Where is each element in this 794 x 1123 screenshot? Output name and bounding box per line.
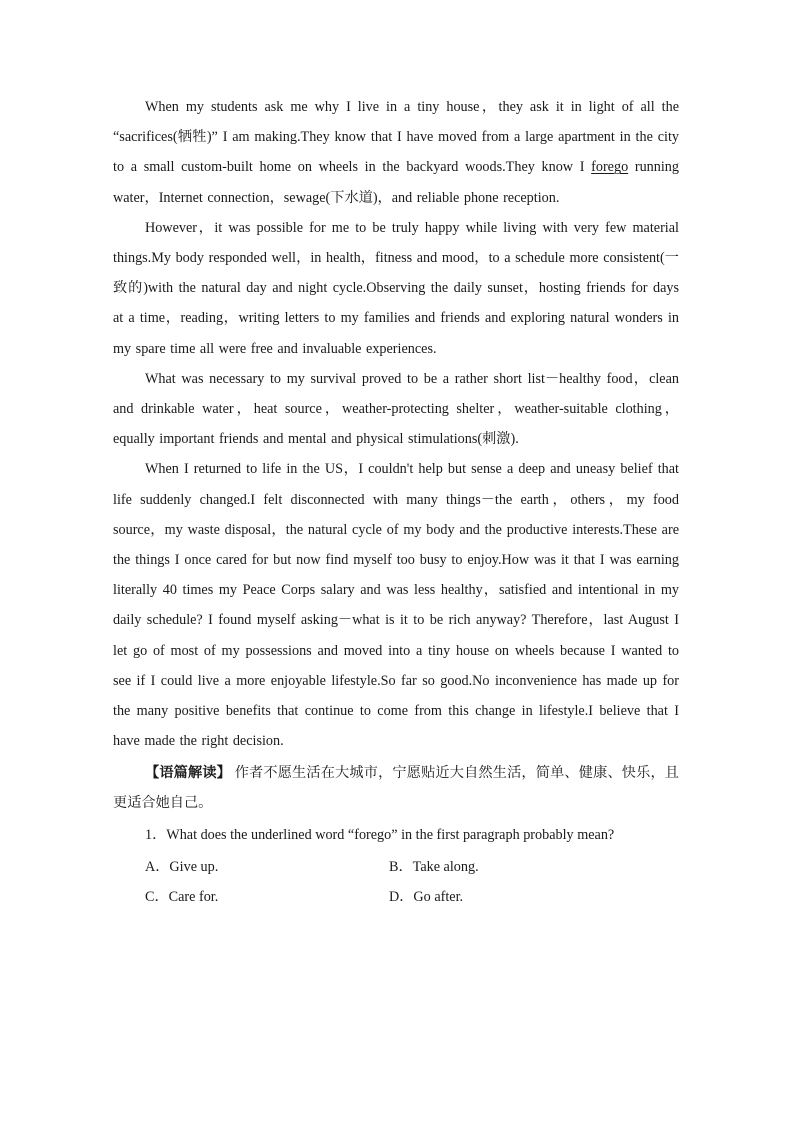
option-b: B．Take along. xyxy=(389,859,479,876)
paragraph-1-text-b: running water，Internet connection，sewage(下水道)，and reliable phone reception. xyxy=(113,159,679,206)
paragraph-1-text-a: When my students ask me why I live in a tiny house，they ask it in light of all the “sacrifices(牺牲)” I am making.They know that I have moved from a large apartment in the city to a small custom-built home on wheels in the backyard woods.They know I xyxy=(113,99,679,176)
passage-paragraph-1 xyxy=(113,92,679,213)
question-stem: What does the underlined word “forego” in the first paragraph probably mean? xyxy=(166,827,615,844)
options-row-2 xyxy=(113,882,679,912)
question-number: 1． xyxy=(145,827,167,844)
analysis-tag: 【语篇解读】 xyxy=(145,765,232,782)
option-c: C．Care for. xyxy=(145,889,219,906)
passage-paragraph-2: However，it was possible for me to be truly happy while living with very few material things.My body responded well，in health，fitness and mood，to a schedule more consistent(一致的)with the natural day and night cycle.Observing the daily sunset，hosting friends for days at a time，reading，writing letters to my families and friends and exploring natural wonders in my spare time all were free and invaluable experiences. xyxy=(113,219,679,357)
options-row-1 xyxy=(113,852,679,882)
passage-analysis xyxy=(113,758,679,818)
question-1 xyxy=(113,820,679,850)
underlined-word-forego: forego xyxy=(591,159,629,176)
analysis-text: 作者不愿生活在大城市，宁愿贴近大自然生活，简单、健康、快乐，且更适合她自己。 xyxy=(113,765,679,812)
option-a: A．Give up. xyxy=(145,859,219,876)
passage-paragraph-3: What was necessary to my survival proved to be a rather short list－healthy food，clean and drinkable water，heat source，weather-protecting shelter，weather-suitable clothing，equally important friends and mental and physical stimulations(刺激). xyxy=(113,370,679,448)
option-d: D．Go after. xyxy=(389,889,464,906)
answer-options xyxy=(113,852,679,912)
document-page xyxy=(113,92,679,912)
passage-paragraph-4: When I returned to life in the US，I couldn't help but sense a deep and uneasy belief that life suddenly changed.I felt disconnected with many things－the earth，others，my food source，my waste disposal，the natural cycle of my body and the productive interests.These are the things I once cared for but now find myself too busy to enjoy.How was it that I was earning literally 40 times my Peace Corps salary and was less healthy，satisfied and intentional in my daily schedule? I found myself asking－what is it to be rich anyway? Therefore，last August I let go of most of my possessions and moved into a tiny house on wheels because I wanted to see if I could live a more enjoyable lifestyle.So far so good.No inconvenience has made up for the many positive benefits that continue to come from this change in lifestyle.I believe that I have made the right decision. xyxy=(113,461,679,750)
